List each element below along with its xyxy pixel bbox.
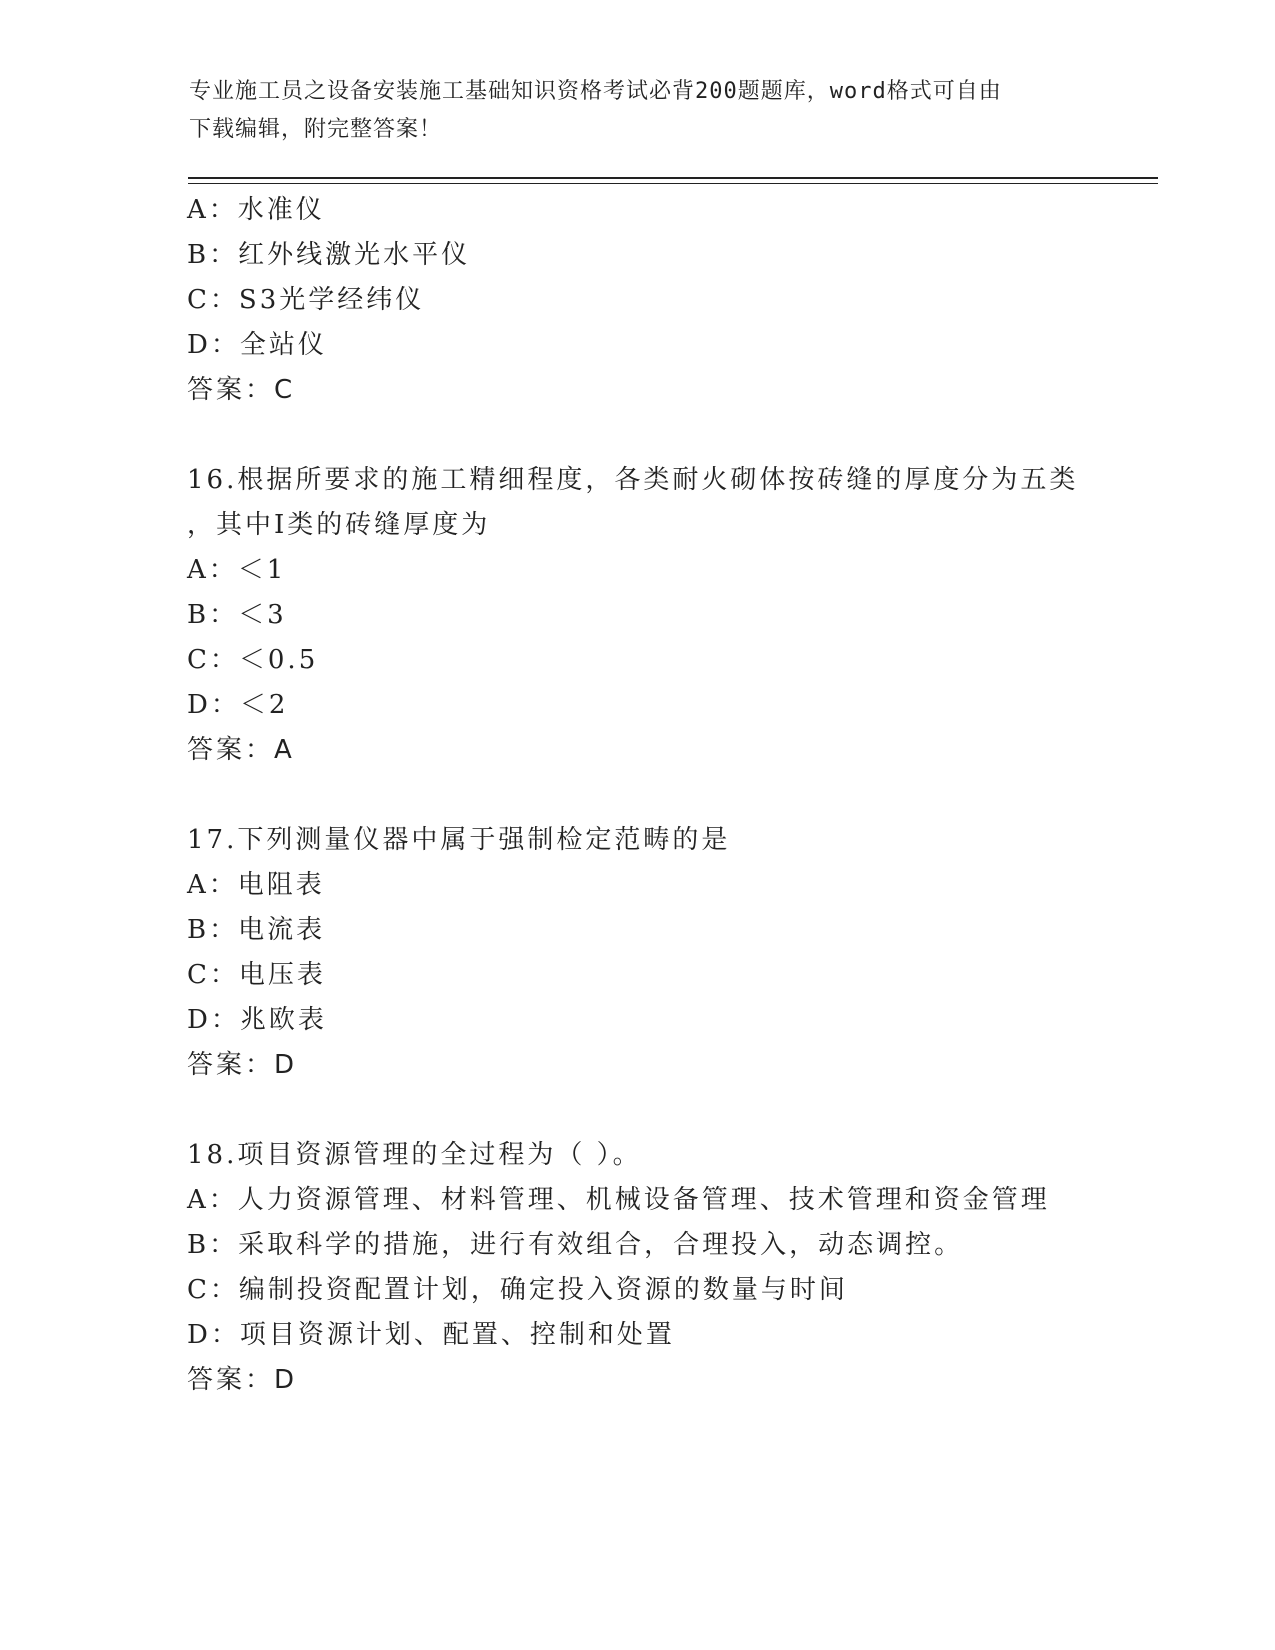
q15-option-d: D：全站仪 [187, 330, 327, 360]
q17-option-b: B：电流表 [187, 915, 326, 945]
q16-option-b: B：＜3 [187, 600, 287, 630]
q17-option-c: C：电压表 [187, 960, 326, 990]
q16-answer: 答案：A [187, 735, 295, 765]
q18-option-c: C：编制投资配置计划，确定投入资源的数量与时间 [187, 1275, 848, 1305]
q18-stem: 18.项目资源管理的全过程为（ ）。 [187, 1140, 642, 1170]
header-line-2: 下载编辑，附完整答案！ [189, 117, 443, 142]
q18-option-d: D：项目资源计划、配置、控制和处置 [187, 1320, 675, 1350]
q17-stem: 17.下列测量仪器中属于强制检定范畴的是 [187, 825, 731, 855]
q17-answer: 答案：D [187, 1050, 298, 1080]
q16-stem-line-1: 16.根据所要求的施工精细程度，各类耐火砌体按砖缝的厚度分为五类 [187, 465, 1079, 495]
q18-option-b: B：采取科学的措施，进行有效组合，合理投入，动态调控。 [187, 1230, 964, 1260]
q15-option-b: B：红外线激光水平仪 [187, 240, 471, 270]
q17-option-a: A：电阻表 [187, 870, 325, 900]
q15-answer: 答案：C [187, 375, 296, 405]
header-divider-thin [188, 183, 1158, 184]
q15-option-c: C：S3光学经纬仪 [187, 285, 425, 315]
q16-option-c: C：＜0.5 [187, 645, 319, 675]
q17-option-d: D：兆欧表 [187, 1005, 327, 1035]
q16-option-d: D：＜2 [187, 690, 289, 720]
q15-option-a: A：水准仪 [187, 195, 325, 225]
header-line-1: 专业施工员之设备安装施工基础知识资格考试必背200题题库，word格式可自由 [189, 79, 1002, 104]
q18-answer: 答案：D [187, 1365, 298, 1395]
q16-stem-line-2: ，其中Ⅰ类的砖缝厚度为 [187, 510, 491, 540]
header-divider-thick [188, 177, 1158, 179]
document-header [189, 73, 1089, 149]
q18-option-a: A：人力资源管理、材料管理、机械设备管理、技术管理和资金管理 [187, 1185, 1050, 1215]
q16-option-a: A：＜1 [187, 555, 287, 585]
